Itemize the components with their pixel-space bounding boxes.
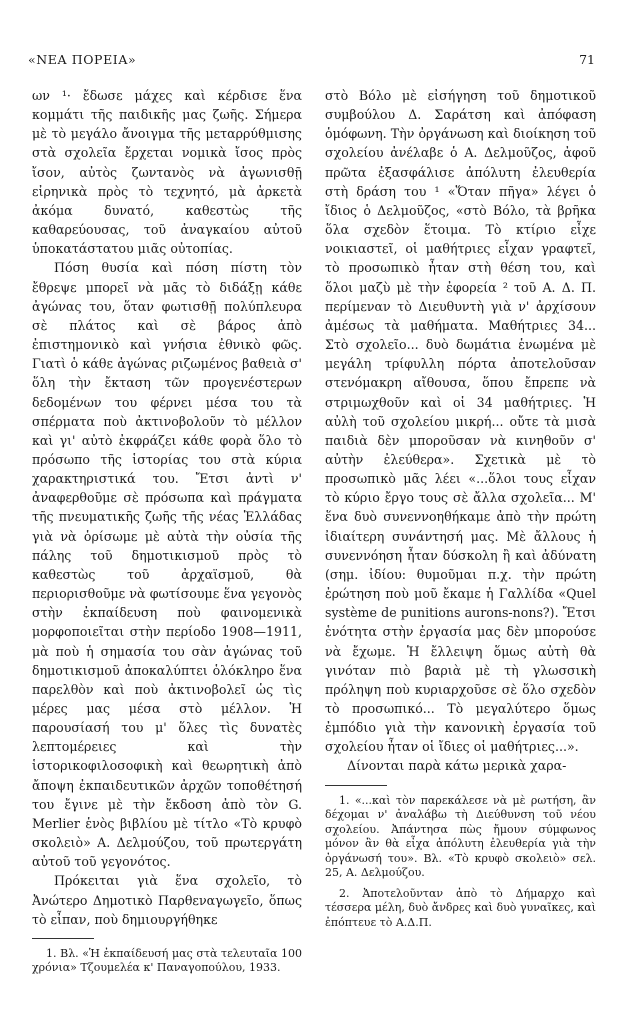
left-footnote-1: 1. Βλ. «Ἡ ἐκπαίδευσή μας στὰ τελευταῖα 100 χρόνια» Τζουμελέα κ' Παναγοπούλου, 1933. xyxy=(32,946,302,975)
journal-title: «ΝΕΑ ΠΟΡΕΙΑ» xyxy=(28,52,137,67)
right-paragraph-1: στὸ Βόλο μὲ εἰσήγηση τοῦ δημοτικοῦ συμβούλου Δ. Σαράτση καὶ ἀπόφαση ὁμόφωνη. Τὴν ὀργάνωση καὶ διοίκηση τοῦ σχολείου ἀνέλαβε ὁ Α. Δελμοῦζος, ἀφοῦ πρῶτα ἐξασφάλισε ἀπόλυτη ἐλευθερία στὴ δράση του ¹ «Ὅταν πῆγα» λέγει ὁ ἴδιος ὁ Δελμοῦζος, «στὸ Βόλο, τὰ βρῆκα ὅλα σχεδὸν ἕτοιμα. Τὸ κτίριο εἶχε νοικιαστεῖ, οἱ μαθήτριες εἶχαν γραφτεῖ, τὸ προσωπικὸ ἦταν στὴ θέση του, καὶ ὅλοι μαζὺ μὲ τὴν ἐφορεία ² τοῦ Α. Δ. Π. περίμεναν τὸ Διευθυντὴ γιὰ ν' ἀρχίσουν ἀμέσως τὰ μαθήματα. Μαθήτριες 34... Στὸ σχολεῖο... δυὸ δωμάτια ἑνωμένα μὲ μεγάλη τρίφυλλη πόρτα ἀποτελοῦσαν στενόμακρη αἴθουσα, ὅπου ἔπρεπε νὰ στριμωχθοῦν καὶ οἱ 34 μαθήτριες. Ἡ αὐλὴ τοῦ σχολείου μικρή... οὔτε τὰ μισὰ παιδιὰ δὲν μποροῦσαν νὰ κινηθοῦν σ' αὐτὴν ἐλεύθερα». Σχετικὰ μὲ τὸ προσωπικὸ μᾶς λέει «...ὅλοι τους εἶχαν τὸ κύριο ἔργο τους σὲ ἄλλα σχολεῖα... Μ' ἕνα δυὸ συνεννοηθήκαμε ἀπὸ τὴν πρώτη ἰδιαίτερη συνάντησή μας. Μὲ ἄλλους ἡ συνεννόηση ἦταν δύσκολη ἢ καὶ ἀδύνατη (σημ. ἰδίου: θυμοῦμαι π.χ. τὴν πρώτη ἐρώτηση ποὺ μοῦ ἔκαμε ἡ Γαλλίδα «Quel système de punitions aurons-nons?). Ἔτσι ἑνότητα στὴν ἐργασία μας δὲν μπορούσε νὰ ἔχωμε. Ἡ ἔλλειψη ὅμως αὐτὴ θὰ γινόταν πιὸ βαριὰ μὲ τὴ γλωσσικὴ πρόληψη ποὺ κυριαρχοῦσε σὲ ὅλο σχεδὸν τὸ προσωπικό... Τὸ μεγαλύτερο ὅμως ἐμπόδιο γιὰ τὴν κανονικὴ ἐργασία τοῦ σχολείου ἦταν οἱ ἴδιες οἱ μαθήτριες...». xyxy=(325,88,596,755)
right-footnote-1: 1. «...καὶ τὸν παρεκάλεσε νὰ μὲ ρωτήση, ἂν δέχομαι ν' ἀναλάβω τὴ Διεύθυνση τοῦ νέου σχολείου. Ἀπάντησα πὼς ἤμουν σύμφωνος μόνον ἂν θὰ εἶχα ἀπόλυτη ἐλευθερία γιὰ τὴν ὀργάνωσή του». Βλ. «Τὸ κρυφὸ σκολειὸ» σελ. 25, Α. Δελμούζου. xyxy=(325,793,596,880)
left-paragraph-2: Πόση θυσία καὶ πόση πίστη τὸν ἔθρεψε μπορεῖ νὰ μᾶς τὸ διδάξῃ κάθε ἀγώνας του, ὅταν φωτισθῇ πολύπλευρα σὲ πλάτος καὶ σὲ βάρος ἀπὸ ἐπιστημονικὸ καὶ γνήσια ἐθνικὸ φῶς. Γιατὶ ὁ κάθε ἀγώνας ριζωμένος βαθειὰ σ' ὅλη τὴν ἔκταση τῶν προγενέστερων δεδομένων του φέρνει μέσα του τὰ σπέρματα ποὺ ἀκτινοβολοῦν τὸ μέλλον καὶ γι' αὐτὸ ἐκφράζει κάθε φορὰ ὅλο τὸ πρόσωπο τῆς ἱστορίας του στὰ κύρια χαρακτηριστικά του. Ἔτσι ἀντὶ ν' ἀναφερθοῦμε σὲ πρόσωπα καὶ πράγματα τῆς πνευματικῆς ζωῆς τῆς νέας Ἑλλάδας γιὰ νὰ ὁρίσωμε μὲ αὐτὰ τὴν οὐσία τῆς πάλης τοῦ δημοτικισμοῦ πρὸς τὸ καθεστὼς τοῦ ἀρχαϊσμοῦ, θὰ περιορισθοῦμε νὰ φωτίσουμε ἕνα γεγονὸς στὴν ἐκπαίδευση ποὺ φαινομενικὰ μορφοποιεῖται στὴν περίοδο 1908—1911, μὰ ποὺ ἡ σημασία του σὰν ἀγώνας τοῦ δημοτικισμοῦ ἀποκαλύπτει ὁλόκληρο ἕνα παρελθὸν καὶ ποὺ ἀκτινοβολεῖ ὡς τὶς μέρες μας μέσα στὸ μέλλον. Ἡ παρουσίασή του μ' ὅλες τὶς δυνατὲς λεπτομέρειες καὶ τὴν ἱστορικοφιλοσοφικὴ καὶ θεωρητικὴ ἀπὸ ἄποψη ἐκπαιδευτικῶν ἀρχῶν τοποθέτησή του ἔγινε μὲ τὴν ἔκδοση ἀπὸ τὸν G. Merlier ἑνὸς βιβλίου μὲ τίτλο «Τὸ κρυφὸ σκολειὸ» Α. Δελμούζου, τοῦ πρωτεργάτη αὐτοῦ τοῦ γεγονότος. xyxy=(32,260,302,870)
running-header xyxy=(28,52,595,72)
left-paragraph-1: ων ¹· ἔδωσε μάχες καὶ κέρδισε ἕνα κομμάτι τῆς παιδικῆς μας ζωῆς. Σήμερα μὲ τὸ μεγάλο ἄνοιγμα τῆς μεταρρύθμισης στὰ σχολεῖα ἔρχεται νομικὰ ἴσος πρὸς ἴσον, αὐτὸς ζωντανὸς νὰ ἀγωνισθῇ εἰρηνικὰ πρὸς τὸ τεχνητό, μὰ ἀρκετὰ ἀκόμα δυνατό, καθεστὼς τῆς καθαρεύουσας, τοῦ ἀναγκαίου αὐτοῦ ὑποκατάστατου μιᾶς οὐτοπίας. xyxy=(32,88,302,257)
right-column xyxy=(325,86,596,936)
footnote-divider xyxy=(325,785,387,786)
left-column xyxy=(32,86,302,982)
right-footnotes xyxy=(325,794,596,931)
right-footnote-2: 2. Ἀποτελοῦνταν ἀπὸ τὸ Δήμαρχο καὶ τέσσερα μέλη, δυὸ ἄνδρες καὶ δυὸ γυναῖκες, καὶ ἐπόπτευε τὸ Α.Δ.Π. xyxy=(325,886,596,929)
page-number: 71 xyxy=(579,52,595,67)
right-paragraph-2: Δίνονται παρὰ κάτω μερικὰ χαρα- xyxy=(347,758,567,774)
left-paragraph-3: Πρόκειται γιὰ ἕνα σχολεῖο, τὸ Ἀνώτερο Δημοτικὸ Παρθεναγωγεῖο, ὅπως τὸ εἶπαν, ποὺ δημιουργήθηκε xyxy=(32,873,302,927)
left-footnotes xyxy=(32,947,302,976)
footnote-divider xyxy=(32,938,94,939)
